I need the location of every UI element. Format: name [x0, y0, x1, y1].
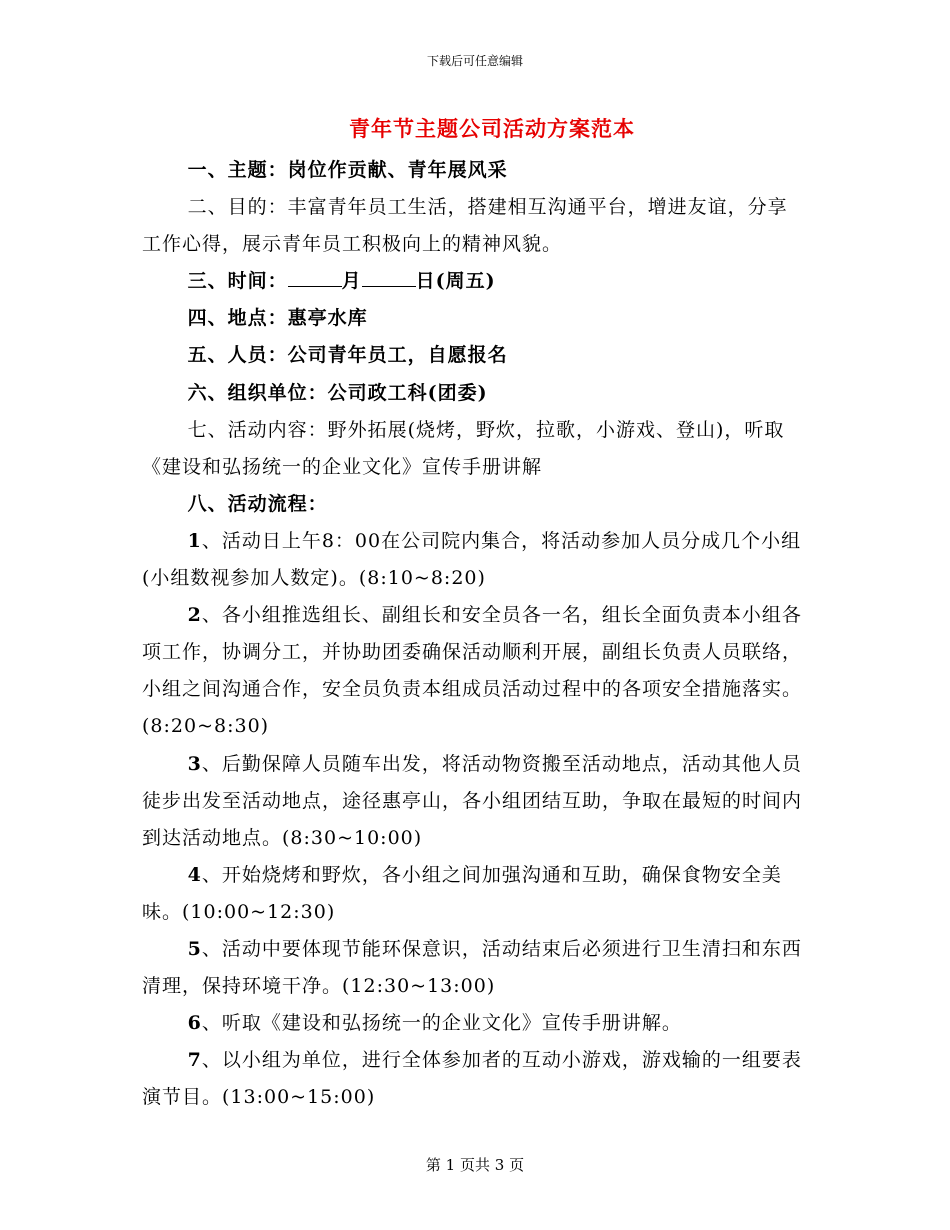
- step-number: 7: [187, 1049, 202, 1072]
- section-process-label: 八、活动流程：: [187, 492, 328, 515]
- section-process: [142, 486, 806, 523]
- section-place: [142, 300, 806, 337]
- section-content: [142, 412, 806, 486]
- section-org-label: 六、组织单位：: [187, 381, 328, 404]
- step-text: 、开始烧烤和野炊，各小组之间加强沟通和互助，确保食物安全美味。(10:00~12:30): [142, 863, 782, 923]
- section-place-label: 四、地点：: [187, 307, 288, 330]
- step-text: 、听取《建设和弘扬统一的企业文化》宣传手册讲解。: [201, 1012, 682, 1035]
- step-item: [142, 1042, 806, 1116]
- section-org: [142, 375, 806, 412]
- step-text: 、后勤保障人员随车出发，将活动物资搬至活动地点，活动其他人员徒步出发至活动地点，途径惠亭山，各小组团结互助，争取在最短的时间内到达活动地点。(8:30~10:00): [142, 752, 803, 849]
- step-item: [142, 523, 806, 597]
- step-item: [142, 597, 806, 745]
- section-people: [142, 337, 806, 374]
- section-theme: [142, 152, 806, 189]
- step-text: 、以小组为单位，进行全体参加者的互动小游戏，游戏输的一组要表演节目。(13:00~15:00): [142, 1049, 802, 1109]
- section-place-text: 惠亭水库: [287, 307, 368, 330]
- step-item: [142, 1005, 806, 1042]
- step-number: 1: [187, 529, 202, 552]
- section-theme-text: 岗位作贡献、青年展风采: [287, 159, 508, 181]
- section-time-label: 三、时间：: [187, 270, 288, 293]
- section-content-label: 七、活动内容：: [187, 418, 328, 441]
- section-content-text: 野外拓展(烧烤，野炊，拉歌，小游戏、登山)，听取《建设和弘扬统一的企业文化》宣传手册讲解: [142, 418, 785, 478]
- section-people-text: 公司青年员工，自愿报名: [287, 344, 508, 367]
- section-purpose-label: 二、目的：: [187, 196, 288, 219]
- step-item: [142, 931, 806, 1005]
- section-org-text: 公司政工科(团委): [327, 381, 488, 404]
- step-item: [142, 746, 806, 857]
- page-footer: 第 1 页共 3 页: [425, 1156, 525, 1174]
- step-number: 3: [187, 752, 202, 775]
- section-purpose-text: 丰富青年员工生活，搭建相互沟通平台，增进友谊，分享工作心得，展示青年员工积极向上的精神风貌。: [142, 196, 788, 256]
- step-number: 2: [187, 604, 202, 627]
- step-item: [142, 857, 806, 931]
- section-theme-label: 一、主题：: [187, 159, 288, 181]
- step-text: 、活动中要体现节能环保意识，活动结束后必须进行卫生清扫和东西清理，保持环境干净。(12:30~13:00): [142, 937, 802, 998]
- document-title: 青年节主题公司活动方案范本: [349, 116, 635, 141]
- section-time: [142, 263, 806, 300]
- day-blank: [362, 285, 416, 287]
- step-number: 5: [187, 937, 202, 960]
- step-number: 6: [187, 1012, 202, 1035]
- page-header: 下载后可任意编辑: [426, 54, 523, 68]
- step-text: 、活动日上午8：00在公司院内集合，将活动参加人员分成几个小组(小组数视参加人数定)。(8:10~8:20): [142, 529, 802, 590]
- section-purpose: [142, 189, 806, 263]
- step-number: 4: [187, 863, 202, 886]
- month-blank: [288, 285, 342, 287]
- section-time-day: 日(周五): [415, 270, 496, 293]
- document-body: [142, 152, 806, 1116]
- step-text: 、各小组推选组长、副组长和安全员各一名，组长全面负责本小组各项工作，协调分工，并协助团委确保活动顺利开展，副组长负责人员联络，小组之间沟通合作，安全员负责本组成员活动过程中的各项安全措施落实。(8:20~8:30): [142, 604, 803, 738]
- section-people-label: 五、人员：: [187, 344, 288, 367]
- section-time-month: 月: [341, 270, 362, 293]
